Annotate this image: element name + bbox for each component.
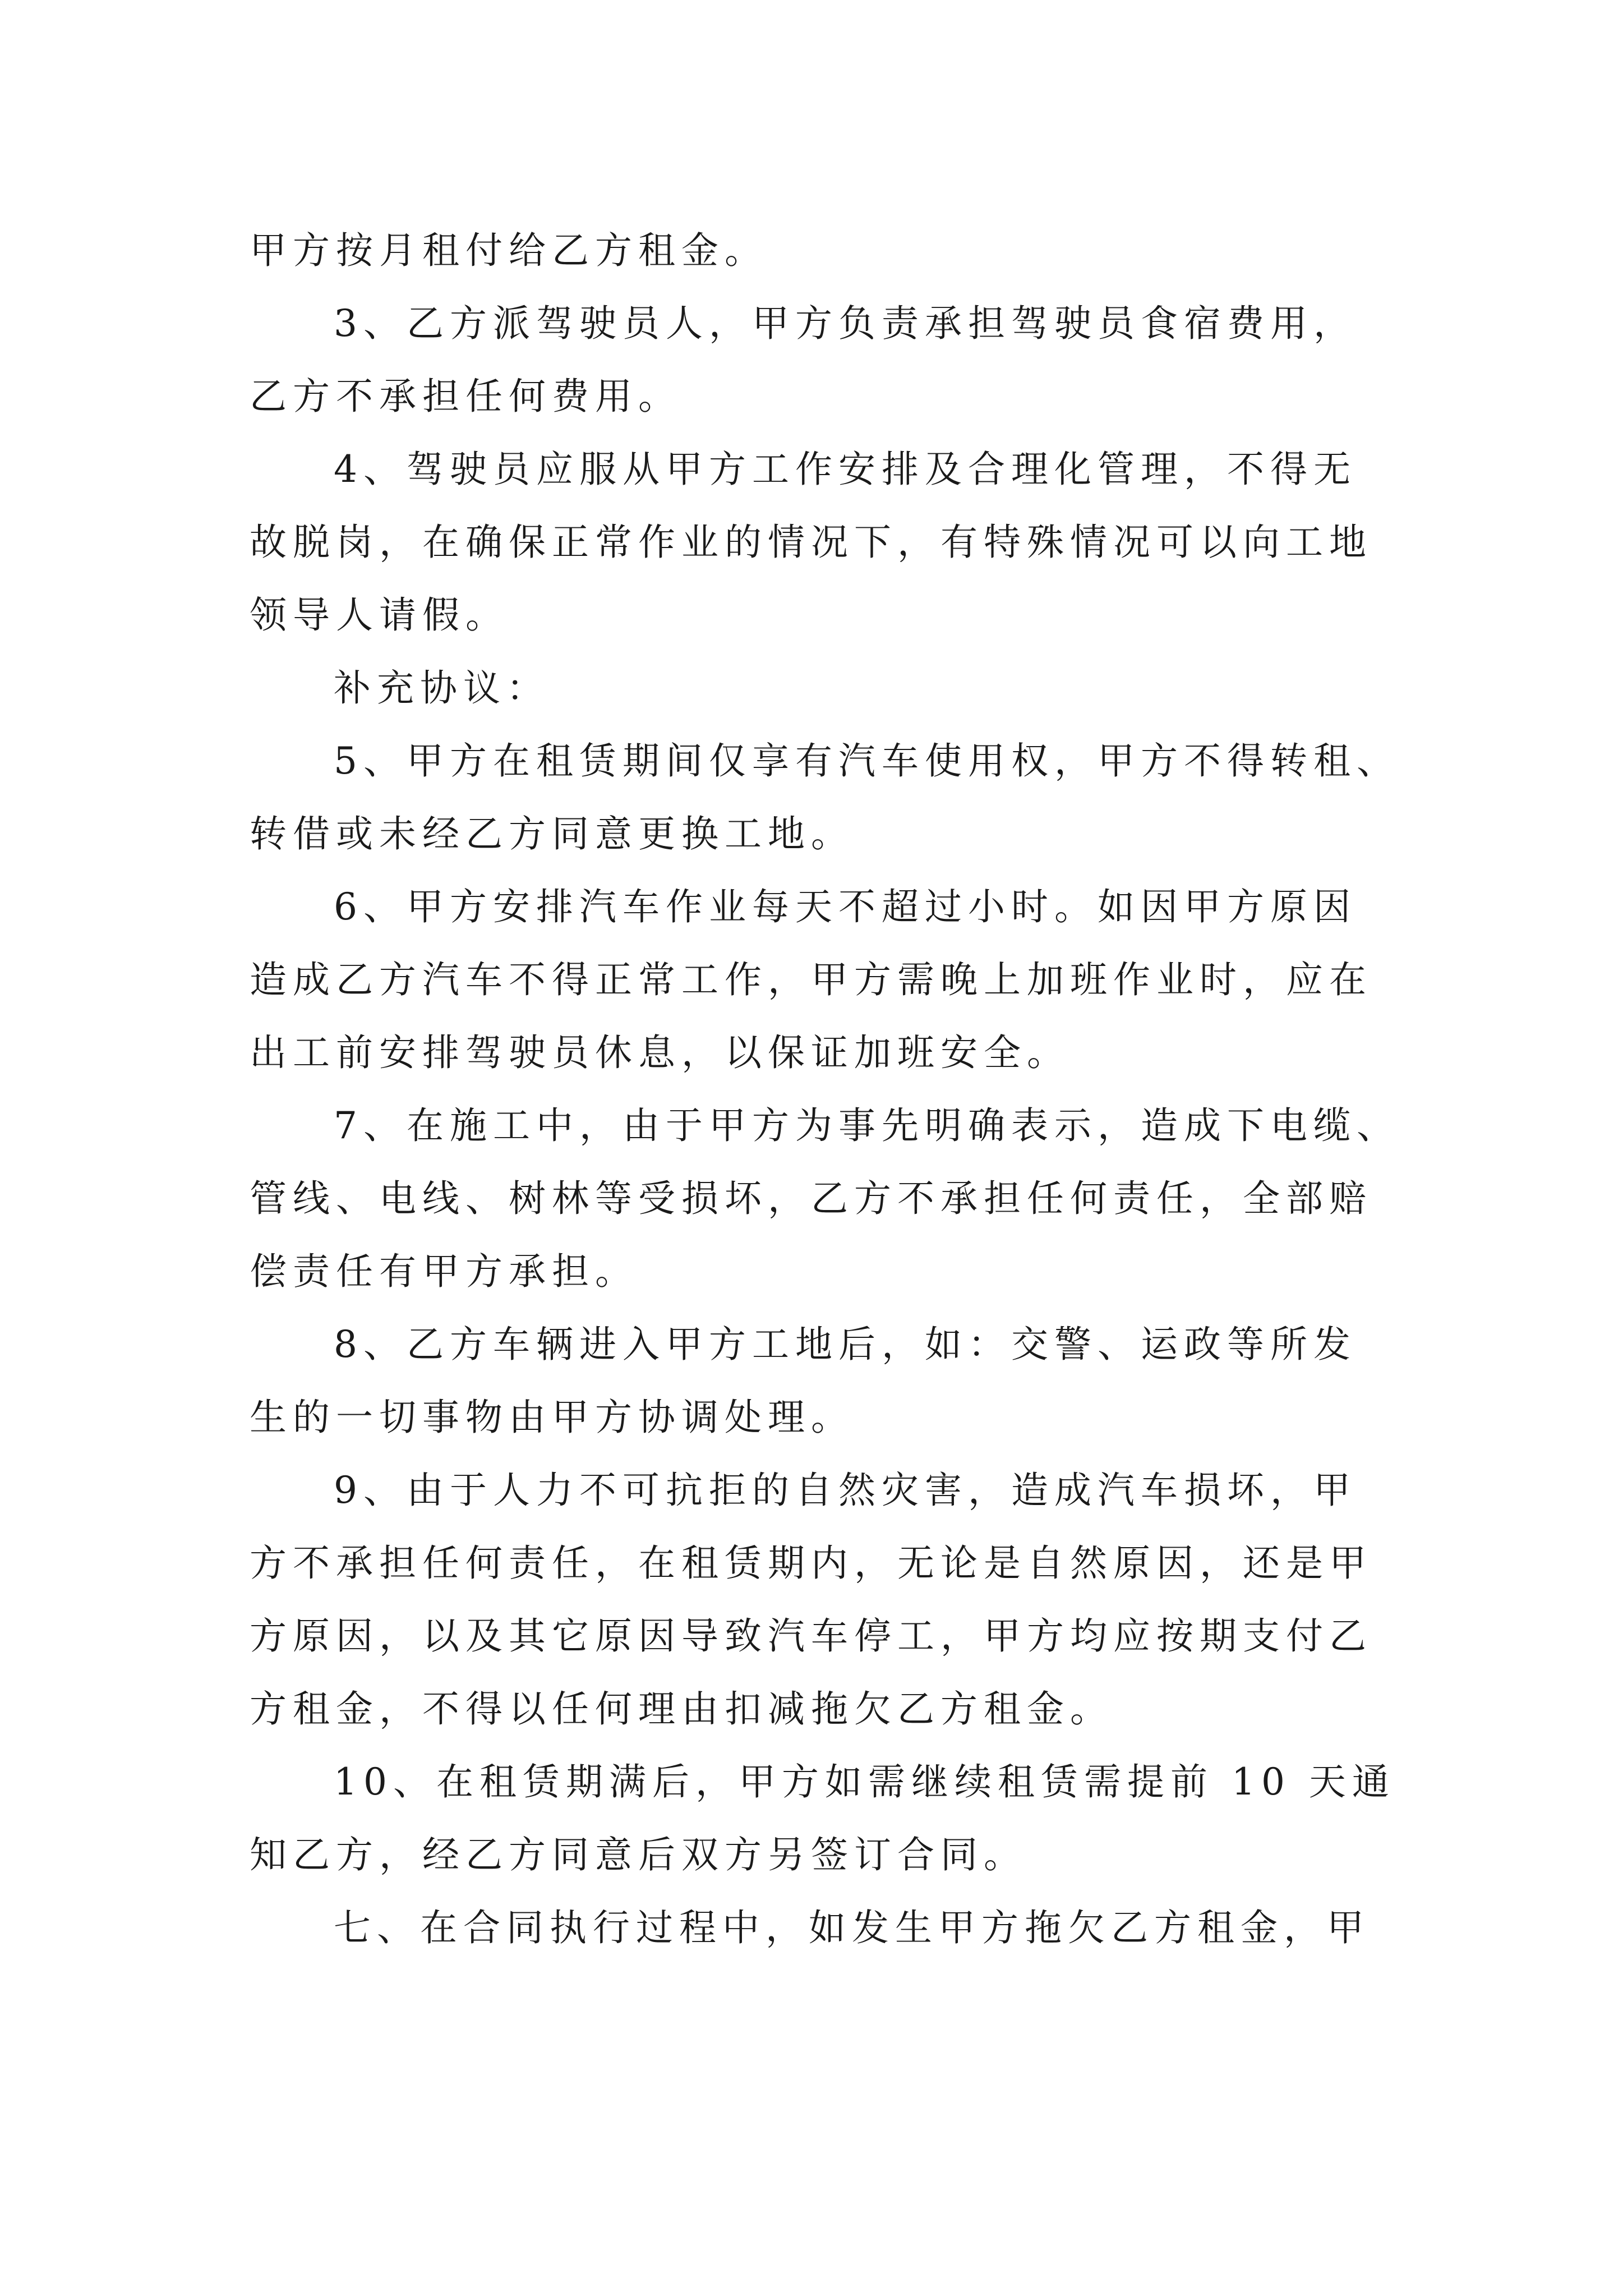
text-line: 偿责任有甲方承担。 (250, 1250, 638, 1293)
text-line: 7、在施工中，由于甲方为事先明确表示，造成下电缆、 (334, 1104, 1400, 1147)
text-line: 领导人请假。 (250, 593, 509, 637)
text-line: 出工前安排驾驶员休息，以保证加班安全。 (250, 1031, 1070, 1074)
text-line: 知乙方，经乙方同意后双方另签订合同。 (250, 1833, 1027, 1876)
text-line: 补充协议： (334, 666, 550, 710)
text-line: 方不承担任何责任，在租赁期内，无论是自然原因，还是甲 (250, 1542, 1372, 1585)
text-line: 3、乙方派驾驶员人，甲方负责承担驾驶员食宿费用， (334, 302, 1357, 345)
text-line: 8、乙方车辆进入甲方工地后，如：交警、运政等所发 (334, 1323, 1357, 1366)
text-line: 方租金，不得以任何理由扣减拖欠乙方租金。 (250, 1687, 1113, 1731)
text-line: 4、驾驶员应服从甲方工作安排及合理化管理，不得无 (334, 448, 1357, 491)
text-line: 管线、电线、树林等受损坏，乙方不承担任何责任，全部赔 (250, 1177, 1372, 1220)
text-line: 生的一切事物由甲方协调处理。 (250, 1396, 854, 1439)
text-line: 乙方不承担任何费用。 (250, 375, 681, 418)
contract-text (250, 214, 1405, 1964)
text-line: 甲方按月租付给乙方租金。 (250, 229, 768, 272)
text-line: 5、甲方在租赁期间仅享有汽车使用权，甲方不得转租、 (334, 739, 1400, 783)
text-line: 七、在合同执行过程中，如发生甲方拖欠乙方租金，甲 (334, 1906, 1370, 1949)
text-line: 方原因，以及其它原因导致汽车停工，甲方均应按期支付乙 (250, 1614, 1372, 1658)
text-line: 10、在租赁期满后，甲方如需继续租赁需提前 10 天通 (334, 1760, 1395, 1803)
text-line: 故脱岗，在确保正常作业的情况下，有特殊情况可以向工地 (250, 521, 1372, 564)
text-line: 9、由于人力不可抗拒的自然灾害，造成汽车损坏，甲 (334, 1469, 1357, 1512)
text-line: 6、甲方安排汽车作业每天不超过小时。如因甲方原因 (334, 885, 1357, 928)
text-line: 造成乙方汽车不得正常工作，甲方需晚上加班作业时，应在 (250, 958, 1372, 1001)
text-line: 转借或未经乙方同意更换工地。 (250, 812, 854, 855)
